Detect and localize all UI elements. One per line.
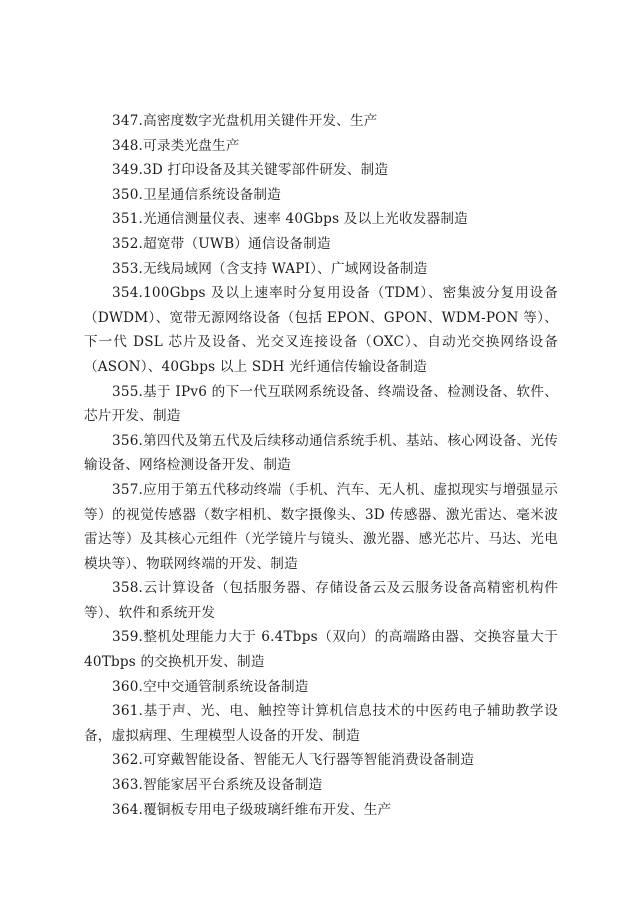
list-item: 347.高密度数字光盘机用关键件开发、生产 [112, 113, 378, 129]
list-item: 353.无线局域网（含支持 WAPI）、广域网设备制造 [112, 260, 428, 277]
list-item: 361.基于声、光、电、触控等计算机信息技术的中医药电子辅助教学设备，虚拟病理、生理模型人设备的开发、制造 [84, 703, 558, 744]
list-item: 359.整机处理能力大于 6.4Tbps（双向）的高端路由器、交换容量大于 40Tbps 的交换机开发、制造 [84, 629, 558, 671]
list-item: 358.云计算设备（包括服务器、存储设备云及云服务设备高精密机构件等）、软件和系统开发 [84, 580, 558, 621]
list-item: 354.100Gbps 及以上速率时分复用设备（TDM）、密集波分复用设备（DWDM）、宽带无源网络设备（包括 EPON、GPON、WDM-PON 等）、下一代 DSL 芯片及设备、光交叉连接设备（OXC）、自动光交换网络设备（ASON）、40Gbps 以上 SDH 光纤通信传输设备制造 [84, 285, 558, 375]
list-item: 364.覆铜板专用电子级玻璃纤维布开发、生产 [112, 801, 392, 818]
list-item: 356.第四代及第五代及后续移动通信系统手机、基站、核心网设备、光传输设备、网络检测设备开发、制造 [84, 432, 558, 474]
list-item: 350.卫星通信系统设备制造 [112, 186, 282, 203]
list-item: 363.智能家居平台系统及设备制造 [112, 777, 323, 794]
list-item: 349.3D 打印设备及其关键零部件研发、制造 [112, 162, 389, 179]
list-item: 355.基于 IPv6 的下一代互联网系统设备、终端设备、检测设备、软件、芯片开发、制造 [84, 383, 558, 425]
list-item: 348.可录类光盘生产 [112, 137, 240, 154]
list-item: 360.空中交通管制系统设备制造 [112, 678, 309, 695]
list-item: 352.超宽带（UWB）通信设备制造 [112, 235, 331, 252]
document-page [84, 109, 558, 822]
list-item: 351.光通信测量仪表、速率 40Gbps 及以上光收发器制造 [112, 211, 468, 228]
list-item: 362.可穿戴智能设备、智能无人飞行器等智能消费设备制造 [112, 752, 475, 769]
list-item: 357.应用于第五代移动终端（手机、汽车、无人机、虚拟现实与增强显示等）的视觉传感器（数字相机、数字摄像头、3D 传感器、激光雷达、毫米波雷达等）及其核心元组件（光学镜片与镜头、激光器、感光芯片、马达、光电模块等）、物联网终端的开发、制造 [84, 481, 558, 572]
